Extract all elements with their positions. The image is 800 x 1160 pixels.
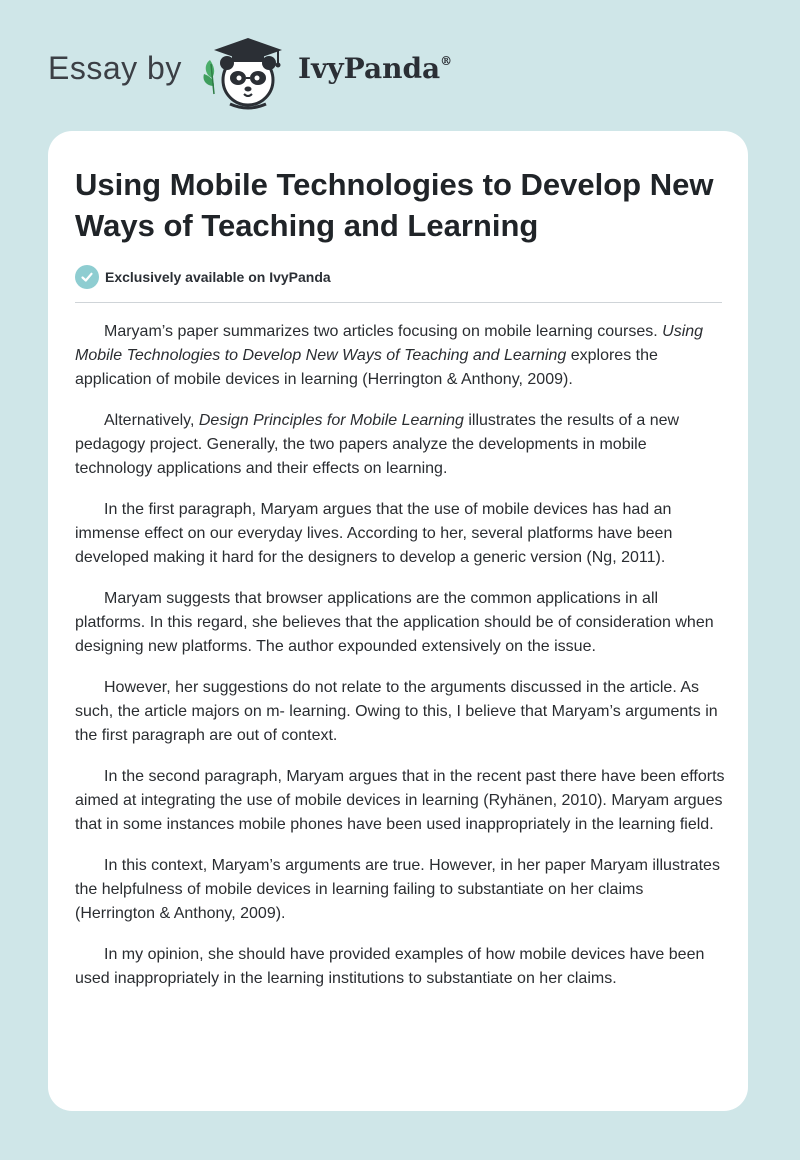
paragraph: Maryam’s paper summarizes two articles focusing on mobile learning courses. Using Mobile Technologies to Develop New Ways of Teaching and Learning explores the application of mobile devices in learning (Herrington & Anthony, 2009). <box>75 323 704 388</box>
essay-by-label: Essay by <box>48 50 182 86</box>
title-divider <box>75 302 722 303</box>
panda-logo-icon <box>200 34 296 110</box>
ivypanda-logo[interactable] <box>200 34 296 110</box>
essay-title: Using Mobile Technologies to Develop New Ways of Teaching and Learning <box>75 167 714 243</box>
paragraph: Alternatively, Design Principles for Mobile Learning illustrates the results of a new pedagogy project. Generally, the two papers analyze the developments in mobile technology applications and their effects on learning. <box>75 412 680 477</box>
paragraph: However, her suggestions do not relate to the arguments discussed in the article. As such, the article majors on m- learning. Owing to this, I believe that Maryam’s arguments in the first paragraph are out of context. <box>75 679 718 744</box>
article-title-reference: Design Principles for Mobile Learning <box>198 412 464 429</box>
exclusive-badge-label: Exclusively available on IvyPanda <box>105 269 331 285</box>
site-header <box>48 30 752 110</box>
exclusive-badge <box>75 264 331 290</box>
paragraph: In the first paragraph, Maryam argues that the use of mobile devices has had an immense effect on our everyday lives. According to her, several platforms have been developed making it hard for the designers to develop a generic version (Ng, 2011). <box>75 501 673 566</box>
essay-body <box>75 320 725 1008</box>
paragraph: Maryam suggests that browser applications are the common applications in all platforms. In this regard, she believes that the application should be of consideration when designing new platforms. The author expounded extensively on the issue. <box>75 590 714 655</box>
article-title-reference: Using Mobile Technologies to Develop New Ways of Teaching and Learning <box>75 323 704 364</box>
paragraph: In the second paragraph, Maryam argues that in the recent past there have been efforts aimed at integrating the use of mobile devices in learning (Ryhänen, 2010). Maryam argues that in some instances mobile phones have been used inappropriately in the learning field. <box>75 768 725 833</box>
check-circle-icon <box>75 265 99 289</box>
registered-mark: ® <box>440 54 453 68</box>
paragraph: In this context, Maryam’s arguments are true. However, in her paper Maryam illustrates the helpfulness of mobile devices in learning failing to substantiate on her claims (Herrington & Anthony, 2009). <box>75 857 720 922</box>
paragraph: In my opinion, she should have provided examples of how mobile devices have been used inappropriately in the learning institutions to substantiate on her claims. <box>75 946 705 987</box>
brand-name[interactable]: IvyPanda® <box>298 52 453 85</box>
essay-card <box>48 131 748 1111</box>
